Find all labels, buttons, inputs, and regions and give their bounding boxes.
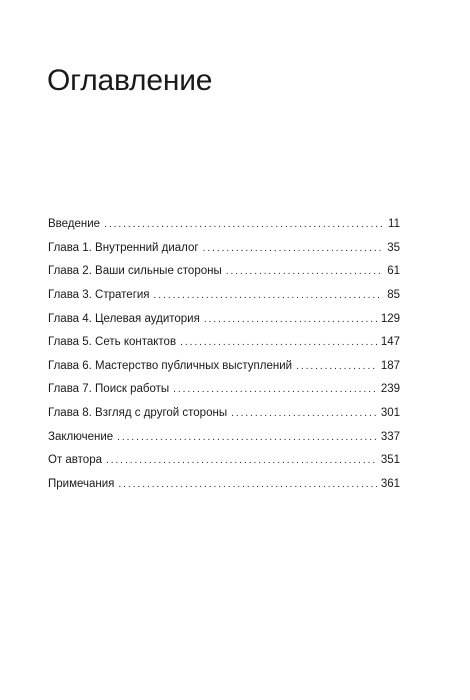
toc-leader-dots bbox=[231, 402, 377, 426]
toc-entry-page: 239 bbox=[380, 383, 400, 396]
toc-entry-page: 85 bbox=[387, 288, 400, 301]
toc-leader-dots bbox=[203, 237, 384, 261]
toc-entry-notes bbox=[48, 473, 400, 497]
toc-entry-conclusion bbox=[48, 426, 400, 450]
toc-entry-page: 187 bbox=[380, 359, 400, 372]
toc-leader-dots bbox=[173, 378, 377, 402]
toc-entry-label: Глава 7. Поиск работы bbox=[48, 383, 170, 396]
toc-entry-chapter-7 bbox=[48, 378, 400, 402]
toc-leader-dots bbox=[204, 308, 377, 332]
toc-entry-chapter-8 bbox=[48, 402, 400, 426]
toc-entry-label: Введение bbox=[48, 218, 101, 230]
toc-entry-label: Глава 3. Стратегия bbox=[48, 288, 150, 301]
toc-entry-label: Глава 4. Целевая аудитория bbox=[48, 312, 200, 325]
toc-entry-page: 35 bbox=[387, 241, 400, 254]
toc-entry-page: 351 bbox=[380, 454, 400, 467]
toc-entry-chapter-6 bbox=[48, 355, 400, 379]
toc-leader-dots bbox=[154, 284, 384, 308]
toc-entry-label: Заключение bbox=[48, 430, 114, 443]
toc-entry-page: 301 bbox=[380, 407, 400, 420]
toc-entry-page: 337 bbox=[380, 430, 400, 443]
toc-entry-page: 147 bbox=[380, 336, 400, 349]
toc-leader-dots bbox=[117, 426, 377, 450]
toc-entry-chapter-2 bbox=[48, 260, 400, 284]
toc-entry-from-author bbox=[48, 449, 400, 473]
toc-entry-label: Глава 5. Сеть контактов bbox=[48, 336, 177, 349]
toc-entry-chapter-5 bbox=[48, 331, 400, 355]
toc-leader-dots bbox=[226, 260, 383, 284]
toc-leader-dots bbox=[106, 449, 377, 473]
toc-leader-dots bbox=[118, 473, 376, 497]
toc-entry-introduction bbox=[48, 213, 400, 237]
toc-entry-label: Глава 6. Мастерство публичных выступлений bbox=[48, 359, 293, 372]
toc-entry-label: От автора bbox=[48, 454, 102, 467]
table-of-contents bbox=[48, 213, 400, 497]
toc-entry-label: Примечания bbox=[48, 478, 115, 491]
toc-entry-chapter-4 bbox=[48, 308, 400, 332]
page-title: Оглавление bbox=[47, 64, 213, 97]
toc-entry-page: 129 bbox=[380, 312, 400, 325]
toc-entry-label: Глава 1. Внутренний диалог bbox=[48, 241, 199, 254]
toc-entry-page: 361 bbox=[380, 478, 400, 491]
toc-leader-dots bbox=[104, 213, 384, 237]
toc-entry-page: 61 bbox=[387, 265, 400, 278]
toc-leader-dots bbox=[180, 331, 377, 355]
toc-entry-page: 11 bbox=[388, 218, 400, 230]
toc-entry-label: Глава 2. Ваши сильные стороны bbox=[48, 265, 222, 278]
toc-entry-chapter-1 bbox=[48, 237, 400, 261]
toc-leader-dots bbox=[296, 355, 377, 379]
toc-entry-label: Глава 8. Взгляд с другой стороны bbox=[48, 407, 228, 420]
toc-entry-chapter-3 bbox=[48, 284, 400, 308]
